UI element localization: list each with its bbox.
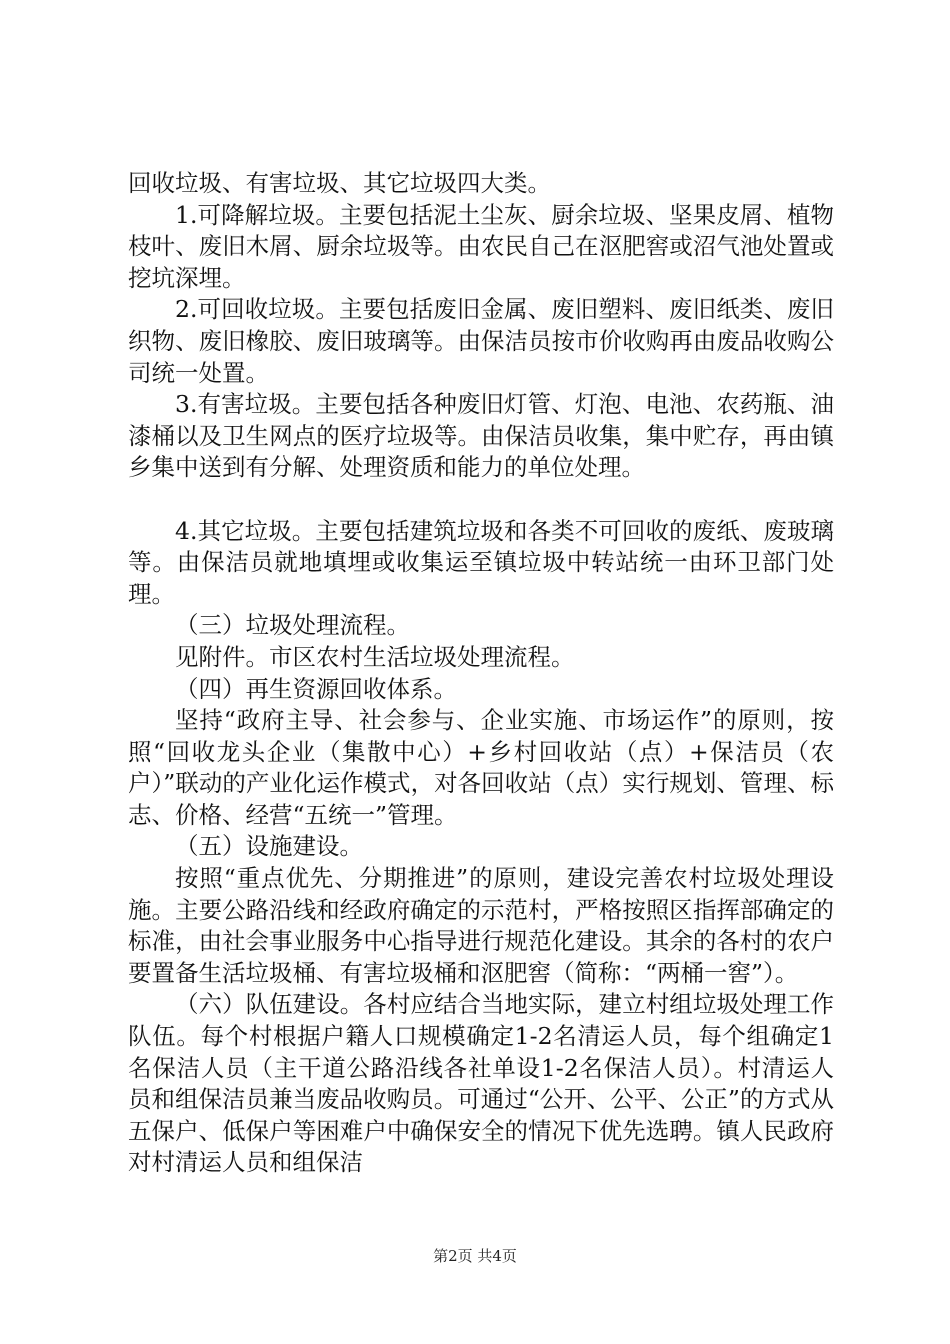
heading-facility-construction: （五）设施建设。 [175,832,363,861]
paragraph-hazardous-waste: 3.有害垃圾。主要包括各种废旧灯管、灯泡、电池、农药瓶、油漆桶以及卫生网点的医疗垃圾等。由保洁员收集，集中贮存，再由镇乡集中送到有分解、处理资质和能力的单位处理。 [128,390,834,482]
paragraph-facility-construction: 按照“重点优先、分期推进”的原则，建设完善农村垃圾处理设施。主要公路沿线和经政府确定的示范村，严格按照区指挥部确定的标准，由社会事业服务中心指导进行规范化建设。其余的各村的农户要置备生活垃圾桶、有害垃圾桶和沤肥窖（简称：“两桶一窖”）。 [128,864,834,987]
page-number: 第2页 共4页 [433,1247,517,1265]
heading-recycling-system: （四）再生资源回收体系。 [175,674,457,703]
paragraph-attachment-note: 见附件。市区农村生活垃圾处理流程。 [175,642,575,671]
heading-processing-flow: （三）垃圾处理流程。 [175,611,410,640]
paragraph-continuation: 回收垃圾、有害垃圾、其它垃圾四大类。 [128,169,551,197]
paragraph-other-waste: 4.其它垃圾。主要包括建筑垃圾和各类不可回收的废纸、废玻璃等。由保洁员就地填埋或收集运至镇垃圾中转站统一由环卫部门处理。 [128,516,834,608]
paragraph-recyclable-waste: 2.可回收垃圾。主要包括废旧金属、废旧塑料、废旧纸类、废旧织物、废旧橡胶、废旧玻璃等。由保洁员按市价收购再由废品收购公司统一处置。 [128,295,834,387]
paragraph-recycling-system: 坚持“政府主导、社会参与、企业实施、市场运作”的原则，按照“回收龙头企业（集散中心）+乡村回收站（点）+保洁员（农户）”联动的产业化运作模式，对各回收站（点）实行规划、管理、标志、价格、经营“五统一”管理。 [128,706,834,829]
paragraph-team-building: （六）队伍建设。各村应结合当地实际，建立村组垃圾处理工作队伍。每个村根据户籍人口规模确定1-2名清运人员，每个组确定1名保洁人员（主干道公路沿线各社单设1-2名保洁人员）。村清运人员和组保洁员兼当废品收购员。可通过“公开、公平、公正”的方式从五保户、低保户等困难户中确保安全的情况下优先选聘。镇人民政府对村清运人员和组保洁 [128,990,834,1177]
document-body [128,168,834,1179]
paragraph-degradable-waste: 1.可降解垃圾。主要包括泥土尘灰、厨余垃圾、坚果皮屑、植物枝叶、废旧木屑、厨余垃圾等。由农民自己在沤肥窖或沼气池处置或挖坑深埋。 [128,200,834,292]
